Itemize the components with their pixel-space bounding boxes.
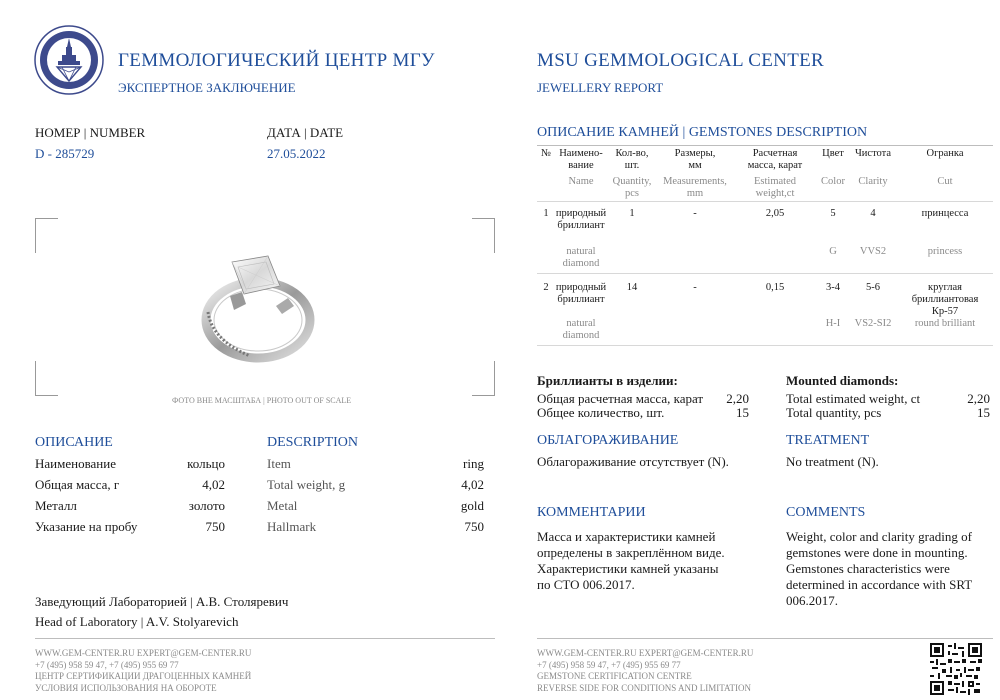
table-row: [537, 202, 993, 246]
description-ru-heading: ОПИСАНИЕ: [35, 435, 113, 450]
description-en-row: [267, 456, 484, 477]
date-label: ДАТА | DATE: [267, 125, 344, 140]
cell: 5-6: [866, 282, 880, 293]
cell: [733, 318, 817, 346]
description-ru-row: [35, 519, 225, 540]
gemstones-header-row-en: [537, 176, 993, 202]
footer-right: [537, 648, 753, 694]
comments-en-text: [786, 529, 972, 609]
signature-en: Head of Laboratory | A.V. Stolyarevich: [35, 614, 239, 629]
description-ru-row: [35, 498, 225, 519]
col-header-en: Name: [568, 176, 594, 187]
row-label: Total quantity, pcs: [786, 405, 882, 420]
mounted-ru-row: [537, 405, 749, 419]
comment-line: Gemstones characteristics were: [786, 561, 950, 576]
col-header-en: Measurements, mm: [663, 176, 727, 199]
subtitle-en: JEWELLERY REPORT: [537, 80, 664, 95]
cell: 1: [629, 208, 635, 219]
row-value: кольцо: [187, 456, 225, 471]
qr-code: [930, 643, 982, 695]
col-header: Чистота: [854, 148, 892, 159]
description-ru-list: [35, 456, 225, 540]
photo-caption: ФОТО ВНЕ МАСШТАБА | PHOTO OUT OF SCALE: [172, 396, 352, 405]
cell: 4: [870, 208, 876, 219]
msu-logo-seal: [34, 25, 104, 95]
col-header: №: [540, 148, 552, 159]
row-label: Hallmark: [267, 519, 317, 534]
footer-contacts: WWW.GEM-CENTER.RU EXPERT@GEM-CENTER.RU: [35, 648, 252, 658]
treatment-ru-text: Облагораживание отсутствует (N).: [537, 454, 729, 469]
comment-line: Масса и характеристики камней: [537, 529, 716, 544]
col-header-en: Cut: [937, 176, 953, 187]
description-en-row: [267, 477, 484, 498]
comment-line: determined in accordance with SRT: [786, 577, 973, 592]
footer-phones: +7 (495) 958 59 47, +7 (495) 955 69 77: [537, 659, 681, 670]
footer-phones: +7 (495) 958 59 47, +7 (495) 955 69 77: [35, 659, 179, 670]
comments-en-heading: COMMENTS: [786, 505, 866, 520]
gemstones-top-rule: [537, 145, 993, 146]
cell: [733, 246, 817, 276]
treatment-ru-heading: ОБЛАГОРАЖИВАНИЕ: [537, 433, 679, 448]
cell: round brilliant: [914, 318, 976, 329]
footer-contacts: WWW.GEM-CENTER.RU EXPERT@GEM-CENTER.RU: [537, 648, 754, 658]
col-header: Размеры, мм: [674, 148, 716, 171]
cell: VVS2: [859, 246, 887, 257]
row-value: gold: [460, 498, 484, 513]
col-header-en: Quantity, pcs: [612, 176, 652, 199]
col-header-en: Color: [821, 176, 845, 187]
gemstones-header-row: [537, 148, 993, 176]
mounted-en-heading: Mounted diamonds:: [786, 373, 899, 388]
table-row-en: [537, 318, 993, 346]
row-value: 4,02: [461, 477, 484, 492]
cell: 1: [543, 208, 549, 219]
row-value: 4,02: [202, 477, 225, 492]
description-en-row: [267, 498, 484, 519]
table-divider: [537, 273, 993, 274]
cell: [607, 318, 657, 346]
comment-line: gemstones were done in mounting.: [786, 545, 968, 560]
comment-line: Характеристики камней указаны: [537, 561, 719, 576]
row-label: Metal: [267, 498, 298, 513]
cell: princess: [927, 246, 963, 257]
comment-line: Weight, color and clarity grading of: [786, 529, 972, 544]
row-label: Общая масса, г: [35, 477, 120, 492]
row-label: Металл: [35, 498, 77, 513]
cell: 5: [830, 208, 836, 219]
cell: natural diamond: [562, 318, 600, 341]
row-value: ring: [463, 456, 484, 471]
row-label: Item: [267, 456, 291, 471]
mounted-ru-heading: Бриллианты в изделии:: [537, 373, 678, 388]
comments-ru-heading: КОММЕНТАРИИ: [537, 505, 646, 520]
row-label: Общее количество, шт.: [537, 405, 665, 420]
cell: 14: [626, 282, 638, 293]
footer-rule-left: [35, 638, 495, 639]
mounted-en-row: [786, 405, 990, 419]
number-value: D - 285729: [35, 146, 95, 161]
treatment-en-heading: TREATMENT: [786, 433, 870, 448]
mounted-ru-list: [537, 391, 749, 419]
row-value: 2,20: [726, 391, 749, 406]
gemstones-heading: ОПИСАНИЕ КАМНЕЙ | GEMSTONES DESCRIPTION: [537, 125, 868, 140]
comment-line: определены в закреплённом виде.: [537, 545, 725, 560]
cell: H-I: [825, 318, 841, 329]
description-en-heading: DESCRIPTION: [267, 435, 359, 450]
row-value: 15: [977, 405, 990, 420]
cell: [607, 246, 657, 276]
cell: -: [693, 282, 697, 293]
cell: 3-4: [826, 282, 840, 293]
date-value: 27.05.2022: [267, 146, 326, 161]
mounted-en-row: [786, 391, 990, 405]
table-divider: [537, 201, 993, 202]
title-ru: ГЕММОЛОГИЧЕСКИЙ ЦЕНТР МГУ: [118, 50, 435, 71]
cell: VS2-SI2: [854, 318, 892, 329]
cell: natural diamond: [562, 246, 600, 269]
cell: 0,15: [765, 282, 785, 293]
signature-ru: Заведующий Лабораторией | А.В. Столяревич: [35, 594, 289, 609]
ring-photo: [190, 240, 320, 365]
footer-rule-right: [537, 638, 993, 639]
footer-center-name: GEMSTONE CERTIFICATION CENTRE: [537, 671, 692, 681]
description-en-row: [267, 519, 484, 540]
col-header: Расчетная масса, карат: [747, 148, 803, 171]
cell: [537, 318, 555, 346]
row-label: Общая расчетная масса, карат: [537, 391, 704, 406]
table-divider: [537, 345, 993, 346]
footer-center-name: ЦЕНТР СЕРТИФИКАЦИИ ДРАГОЦЕННЫХ КАМНЕЙ: [35, 671, 252, 681]
number-label: НОМЕР | NUMBER: [35, 125, 146, 140]
row-label: Наименование: [35, 456, 116, 471]
row-label: Указание на пробу: [35, 519, 138, 534]
row-value: 2,20: [967, 391, 990, 406]
row-value: золото: [188, 498, 225, 513]
gemstones-table: [537, 148, 993, 346]
footer-conditions: REVERSE SIDE FOR CONDITIONS AND LIMITATION: [537, 682, 752, 693]
footer-conditions: УСЛОВИЯ ИСПОЛЬЗОВАНИЯ НА ОБОРОТЕ: [35, 682, 217, 693]
row-value: 750: [464, 519, 484, 534]
cell: принцесса: [921, 208, 969, 219]
mounted-ru-row: [537, 391, 749, 405]
cell: [657, 246, 733, 276]
description-en-list: [267, 456, 484, 540]
row-value: 15: [736, 405, 749, 420]
comments-ru-text: [537, 529, 725, 593]
cell: круглая бриллиантовая Кр-57: [911, 282, 979, 317]
col-header-en: Estimated weight,ct: [754, 176, 796, 199]
mounted-en-list: [786, 391, 990, 419]
cell: 2: [543, 282, 549, 293]
cell: [657, 318, 733, 346]
table-row-en: [537, 246, 993, 276]
row-label: Total estimated weight, ct: [786, 391, 921, 406]
table-row: [537, 276, 993, 318]
subtitle-ru: ЭКСПЕРТНОЕ ЗАКЛЮЧЕНИЕ: [118, 80, 296, 95]
col-header: Кол-во, шт.: [615, 148, 649, 171]
cell: 2,05: [765, 208, 785, 219]
cell: G: [829, 246, 837, 257]
col-header: Огранка: [926, 148, 964, 159]
cell: -: [693, 208, 697, 219]
cell: природный бриллиант: [555, 282, 607, 305]
col-header: Наимено- вание: [559, 148, 603, 171]
comment-line: 006.2017.: [786, 593, 838, 608]
treatment-en-text: No treatment (N).: [786, 454, 879, 469]
description-ru-row: [35, 477, 225, 498]
col-header-en: Clarity: [858, 176, 888, 187]
row-label: Total weight, g: [267, 477, 346, 492]
col-header: Цвет: [822, 148, 844, 159]
col-header-en: [537, 176, 555, 202]
comment-line: по СТО 006.2017.: [537, 577, 635, 592]
cell: природный бриллиант: [555, 208, 607, 231]
footer-left: [35, 648, 251, 694]
title-en: MSU GEMMOLOGICAL CENTER: [537, 50, 824, 71]
cell: [537, 246, 555, 276]
row-value: 750: [205, 519, 225, 534]
description-ru-row: [35, 456, 225, 477]
